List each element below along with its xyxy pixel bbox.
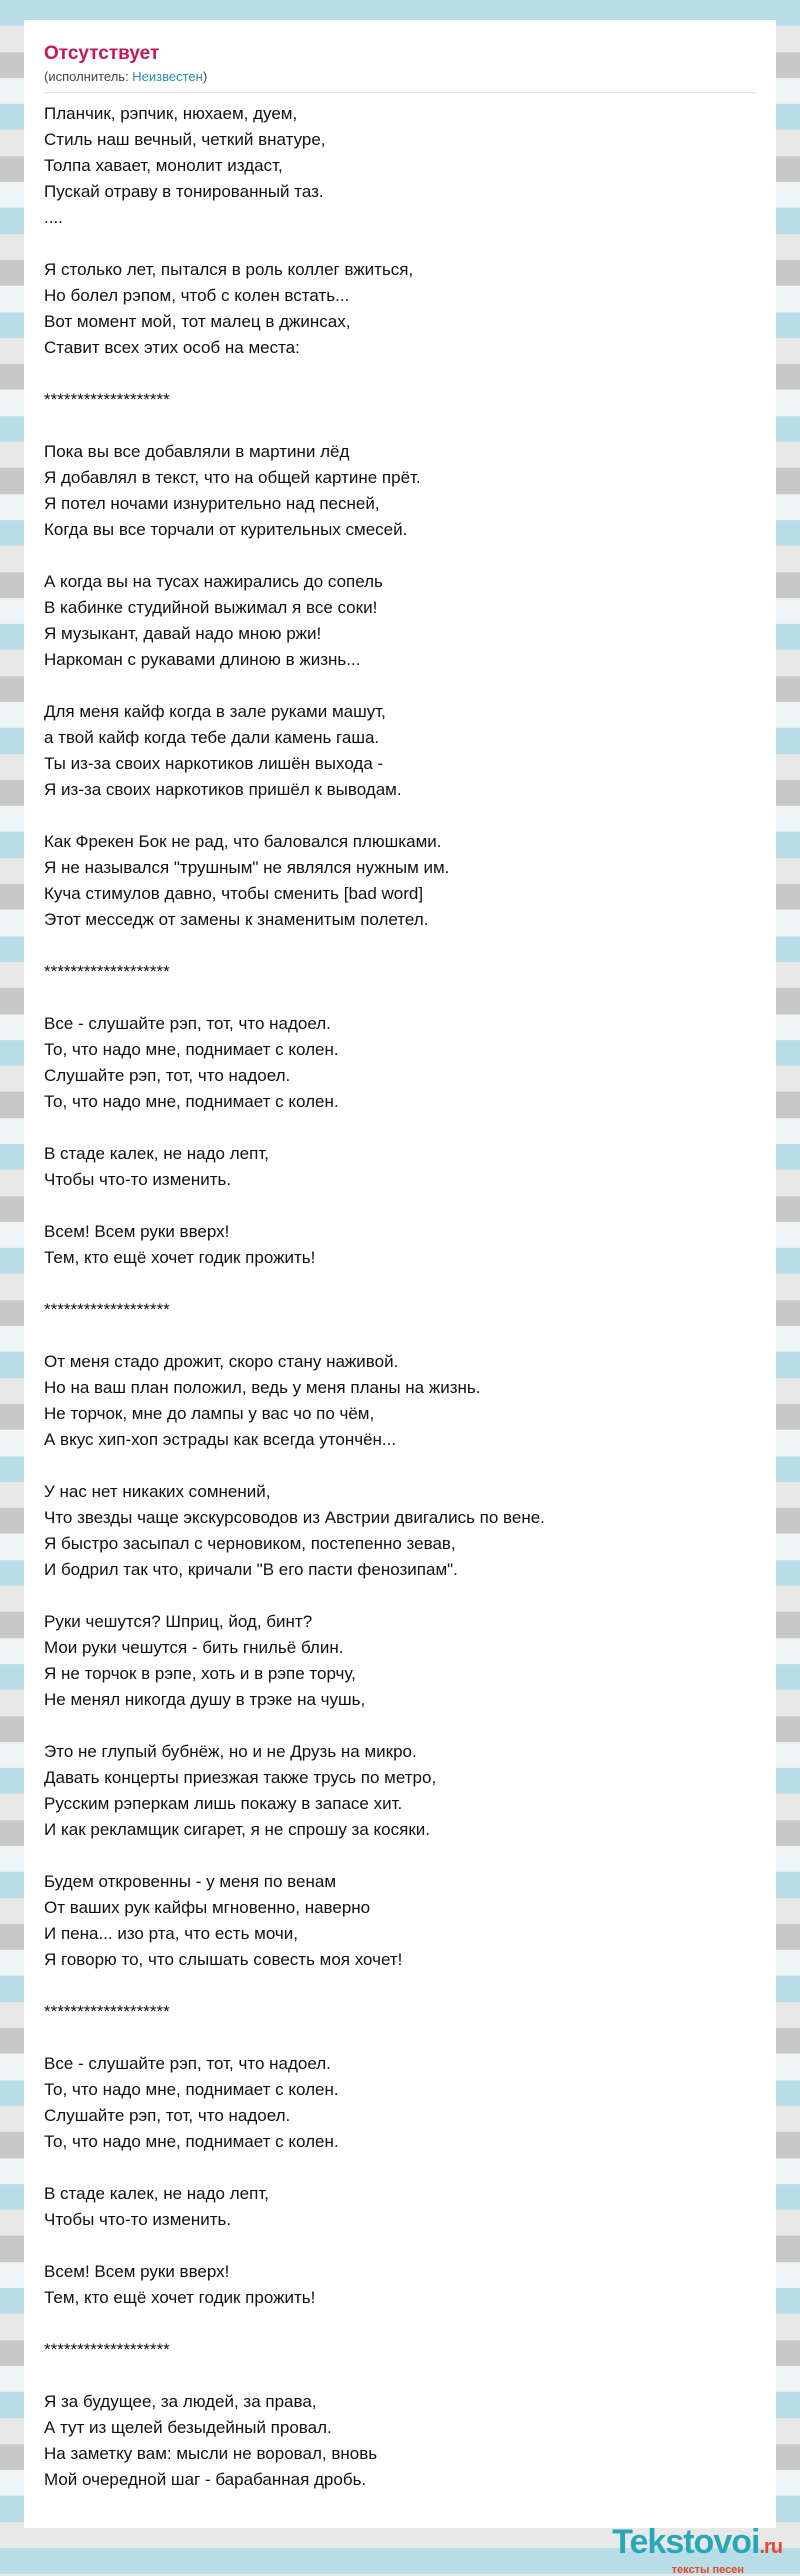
lyric-line: От меня стадо дрожит, скоро стану наживой. bbox=[44, 1352, 399, 1371]
lyric-line: И пена... изо рта, что есть мочи, bbox=[44, 1924, 298, 1943]
lyric-line: Не торчок, мне до лампы у вас чо по чём, bbox=[44, 1404, 375, 1423]
lyric-line: Чтобы что-то изменить. bbox=[44, 2210, 232, 2229]
lyric-line: Я музыкант, давай надо мною ржи! bbox=[44, 624, 322, 643]
stanza-gap bbox=[44, 673, 756, 699]
lyric-line: Я быстро засыпал с черновиком, постепенно зевав, bbox=[44, 1534, 456, 1553]
lyric-line: А вкус хип-хоп эстрады как всегда утончён... bbox=[44, 1430, 397, 1449]
logo-wordmark bbox=[612, 2525, 782, 2564]
stanza-gap bbox=[44, 1115, 756, 1141]
lyric-line: Ставит всех этих особ на места: bbox=[44, 338, 300, 357]
lyric-line: Все - слушайте рэп, тот, что надоел. bbox=[44, 1014, 331, 1033]
lyric-line: Это не глупый бубнёж, но и не Друзь на микро. bbox=[44, 1742, 417, 1761]
lyric-line: Чтобы что-то изменить. bbox=[44, 1170, 232, 1189]
stanza-gap bbox=[44, 1271, 756, 1297]
lyric-line: Я не назывался "трушным" не являлся нужным им. bbox=[44, 858, 450, 877]
lyric-line: То, что надо мне, поднимает с колен. bbox=[44, 2132, 339, 2151]
stanza-gap bbox=[44, 803, 756, 829]
lyric-line: Наркоман с рукавами длиною в жизнь... bbox=[44, 650, 361, 669]
stanza-gap bbox=[44, 543, 756, 569]
lyric-line: .... bbox=[44, 208, 63, 227]
lyric-line: То, что надо мне, поднимает с колен. bbox=[44, 1092, 339, 1111]
lyric-line: А когда вы на тусах нажирались до сопель bbox=[44, 572, 383, 591]
lyric-line: Руки чешутся? Шприц, йод, бинт? bbox=[44, 1612, 313, 1631]
lyric-line: Как Фрекен Бок не рад, что баловался плюшками. bbox=[44, 832, 442, 851]
lyric-line: ******************* bbox=[44, 962, 170, 981]
stanza-gap bbox=[44, 361, 756, 387]
stanza-gap bbox=[44, 1583, 756, 1609]
lyric-line: У нас нет никаких сомнений, bbox=[44, 1482, 271, 1501]
lyric-line: Все - слушайте рэп, тот, что надоел. bbox=[44, 2054, 331, 2073]
stanza-gap bbox=[44, 1973, 756, 1999]
lyric-line: Но болел рэпом, чтоб с колен встать... bbox=[44, 286, 350, 305]
lyric-line: Пока вы все добавляли в мартини лёд bbox=[44, 442, 350, 461]
stanza-gap bbox=[44, 985, 756, 1011]
lyrics-card bbox=[24, 20, 776, 2528]
lyric-line: Всем! Всем руки вверх! bbox=[44, 2262, 230, 2281]
lyric-line: Когда вы все торчали от курительных смесей. bbox=[44, 520, 408, 539]
lyric-line: Я столько лет, пытался в роль коллег вжиться, bbox=[44, 260, 414, 279]
lyric-line: Тем, кто ещё хочет годик прожить! bbox=[44, 1248, 316, 1267]
stanza-gap bbox=[44, 2233, 756, 2259]
lyric-line: Для меня кайф когда в зале руками машут, bbox=[44, 702, 386, 721]
lyric-line: Тем, кто ещё хочет годик прожить! bbox=[44, 2288, 316, 2307]
subtitle-suffix: ) bbox=[202, 69, 208, 84]
lyric-line: ******************* bbox=[44, 2340, 170, 2359]
lyric-line: Русским рэперкам лишь покажу в запасе хит. bbox=[44, 1794, 403, 1813]
stanza-gap bbox=[44, 231, 756, 257]
lyric-line: ******************* bbox=[44, 1300, 170, 1319]
logo-name: Tekstovoi bbox=[612, 2523, 760, 2561]
lyric-line: В кабинке студийной выжимал я все соки! bbox=[44, 598, 378, 617]
lyric-line: Я добавлял в текст, что на общей картине прёт. bbox=[44, 468, 421, 487]
lyric-line: Давать концерты приезжая также трусь по метро, bbox=[44, 1768, 437, 1787]
artist-link[interactable]: Неизвестен bbox=[132, 69, 203, 84]
lyric-line: Ты из-за своих наркотиков лишён выхода - bbox=[44, 754, 384, 773]
stanza-gap bbox=[44, 1323, 756, 1349]
lyric-line: Будем откровенны - у меня по венам bbox=[44, 1872, 337, 1891]
lyric-line: Но на ваш план положил, ведь у меня планы на жизнь. bbox=[44, 1378, 481, 1397]
lyric-line: В стаде калек, не надо лепт, bbox=[44, 1144, 269, 1163]
lyric-line: И бодрил так что, кричали "В его пасти фенозипам". bbox=[44, 1560, 458, 1579]
stanza-gap bbox=[44, 933, 756, 959]
song-subtitle bbox=[44, 68, 756, 93]
lyric-line: Толпа хавает, монолит издаст, bbox=[44, 156, 283, 175]
lyrics-text bbox=[44, 101, 756, 2493]
lyric-line: И как рекламщик сигарет, я не спрошу за косяки. bbox=[44, 1820, 430, 1839]
lyric-line: Я из-за своих наркотиков пришёл к выводам. bbox=[44, 780, 402, 799]
lyric-line: На заметку вам: мысли не воровал, вновь bbox=[44, 2444, 378, 2463]
lyric-line: Я за будущее, за людей, за права, bbox=[44, 2392, 317, 2411]
subtitle-prefix: (исполнитель: bbox=[44, 69, 133, 84]
lyric-line: Я говорю то, что слышать совесть моя хочет! bbox=[44, 1950, 403, 1969]
lyric-line: Вот момент мой, тот малец в джинсах, bbox=[44, 312, 351, 331]
stanza-gap bbox=[44, 2363, 756, 2389]
lyric-line: ******************* bbox=[44, 390, 170, 409]
lyric-line: а твой кайф когда тебе дали камень гаша. bbox=[44, 728, 380, 747]
lyric-line: Не менял никогда душу в трэке на чушь, bbox=[44, 1690, 366, 1709]
stanza-gap bbox=[44, 1453, 756, 1479]
lyric-line: Мои руки чешутся - бить гнильё блин. bbox=[44, 1638, 344, 1657]
lyric-line: В стаде калек, не надо лепт, bbox=[44, 2184, 269, 2203]
stanza-gap bbox=[44, 1843, 756, 1869]
lyric-line: То, что надо мне, поднимает с колен. bbox=[44, 1040, 339, 1059]
lyric-line: Я не торчок в рэпе, хоть и в рэпе торчу, bbox=[44, 1664, 356, 1683]
stanza-gap bbox=[44, 2311, 756, 2337]
lyric-line: Что звезды чаще экскурсоводов из Австрии двигались по вене. bbox=[44, 1508, 545, 1527]
lyric-line: Пускай отраву в тонированный таз. bbox=[44, 182, 324, 201]
stanza-gap bbox=[44, 2025, 756, 2051]
stanza-gap bbox=[44, 2155, 756, 2181]
lyric-line: Стиль наш вечный, четкий внатуре, bbox=[44, 130, 326, 149]
lyric-line: Всем! Всем руки вверх! bbox=[44, 1222, 230, 1241]
song-title: Отсутствует bbox=[44, 43, 160, 64]
lyric-line: ******************* bbox=[44, 2002, 170, 2021]
lyric-line: Куча стимулов давно, чтобы сменить [bad word] bbox=[44, 884, 424, 903]
lyric-line: Я потел ночами изнурительно над песней, bbox=[44, 494, 380, 513]
logo-tld: .ru bbox=[759, 2536, 782, 2558]
stanza-gap bbox=[44, 413, 756, 439]
logo-tagline: тексты песен bbox=[671, 2564, 744, 2576]
lyric-line: А тут из щелей безыдейный провал. bbox=[44, 2418, 332, 2437]
lyric-line: От ваших рук кайфы мгновенно, наверно bbox=[44, 1898, 371, 1917]
site-logo[interactable] bbox=[612, 2525, 782, 2576]
lyric-line: То, что надо мне, поднимает с колен. bbox=[44, 2080, 339, 2099]
lyric-line: Слушайте рэп, тот, что надоел. bbox=[44, 1066, 291, 1085]
stanza-gap bbox=[44, 1713, 756, 1739]
lyric-line: Планчик, рэпчик, нюхаем, дуем, bbox=[44, 104, 298, 123]
lyric-line: Слушайте рэп, тот, что надоел. bbox=[44, 2106, 291, 2125]
lyric-line: Этот месседж от замены к знаменитым полетел. bbox=[44, 910, 429, 929]
stanza-gap bbox=[44, 1193, 756, 1219]
lyric-line: Мой очередной шаг - барабанная дробь. bbox=[44, 2470, 367, 2489]
